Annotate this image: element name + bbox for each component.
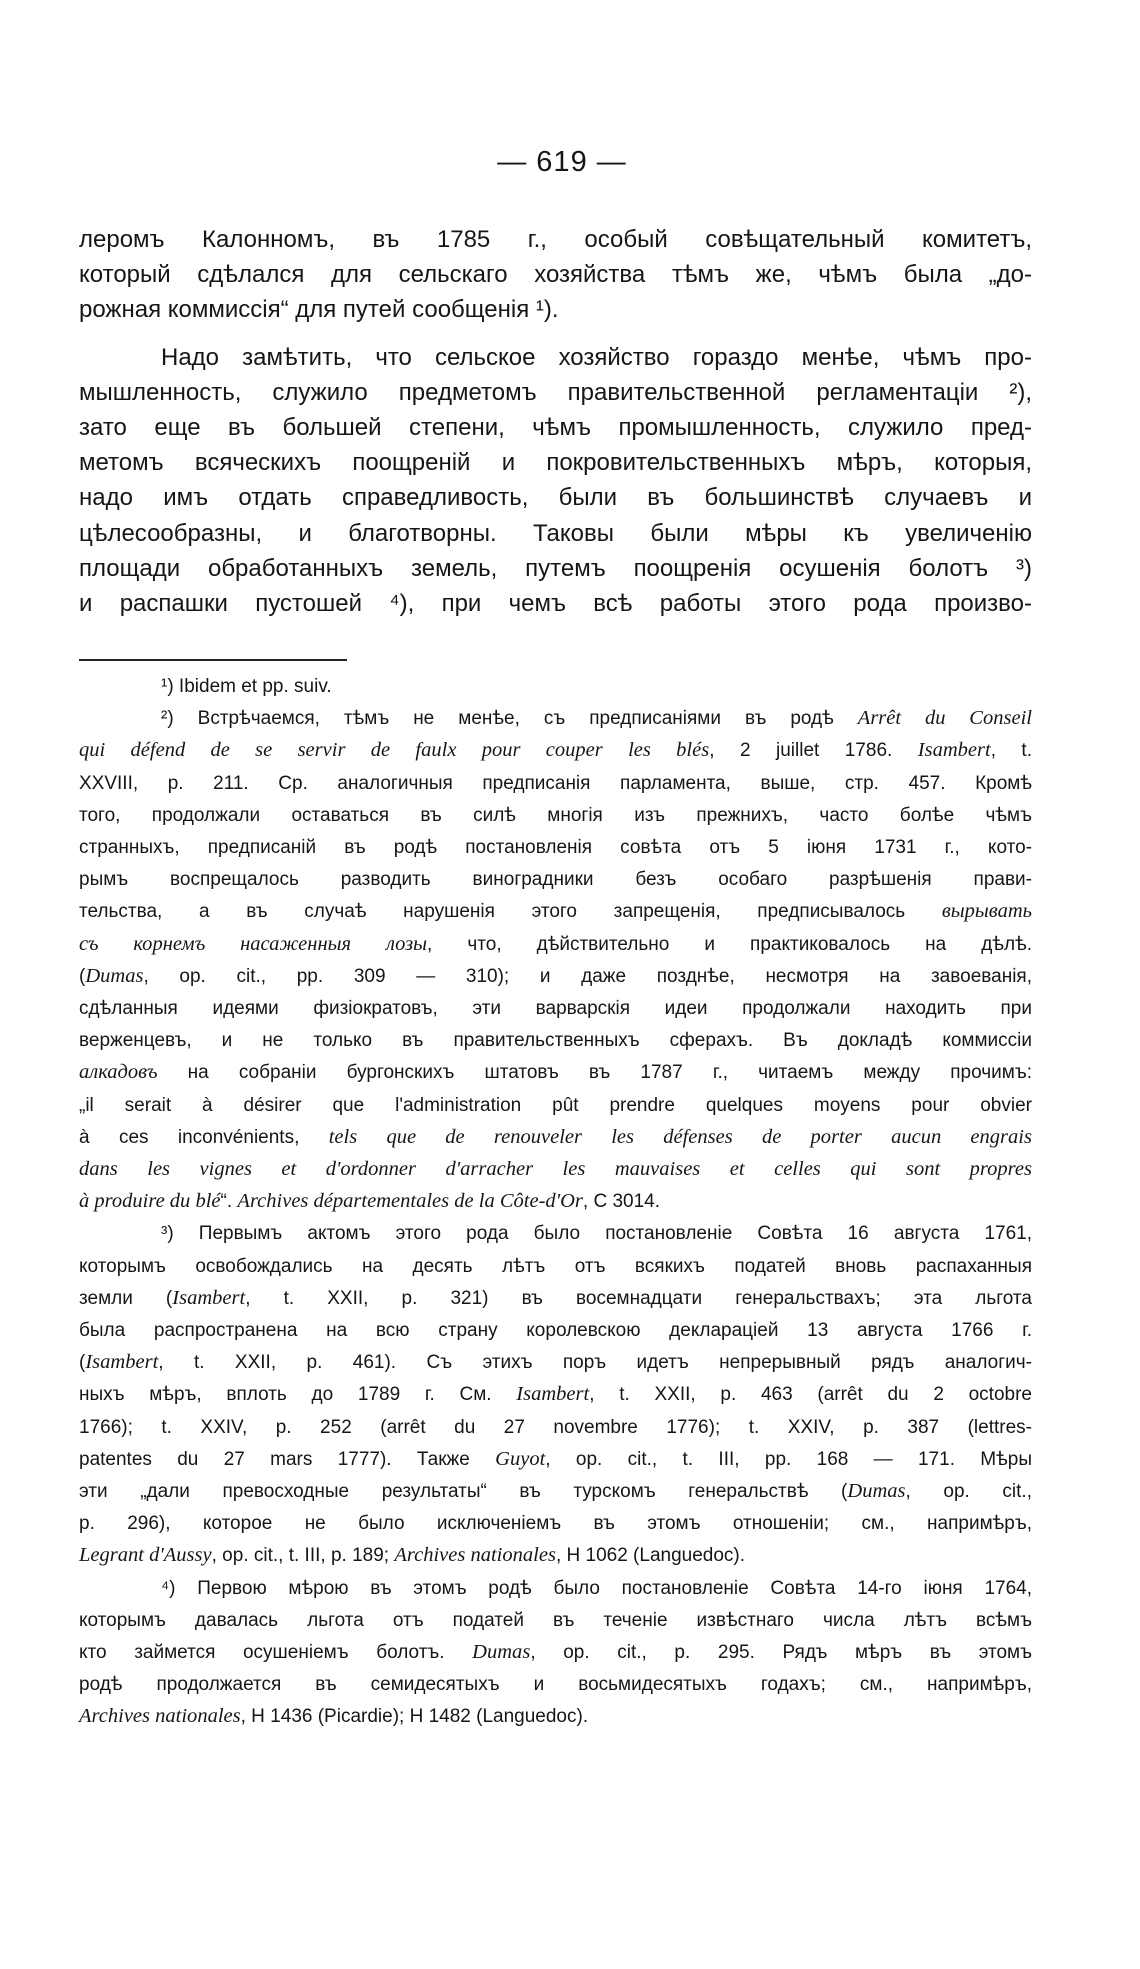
footnote-line [79,864,1032,895]
text-segment: странныхъ, предписаній въ родѣ постановленія совѣта отъ 5 іюня 1731 г., кото- [79,837,1032,858]
footnote-line [79,1637,1032,1668]
text-segment: сдѣланныя идеями физіократовъ, эти варварскія идеи продолжали находить при [79,998,1032,1019]
text-segment: кто займется осушеніемъ болотъ. [79,1642,473,1663]
footnote-line [79,1347,1032,1378]
italic-citation: Arrêt du Conseil [857,707,1032,730]
footnote-line [79,671,1032,702]
text-segment: , H 1436 (Picardie); H 1482 (Languedoc). [240,1706,589,1728]
footnote-line [79,1057,1032,1088]
body-line [79,292,1032,327]
body-line [79,410,1032,445]
footnote-line [79,993,1032,1024]
text-segment: , op. cit., t. III, pp. 168 — 171. Мѣры [545,1448,1032,1470]
body-line [79,257,1032,292]
italic-citation: à produire du blé [79,1190,221,1213]
footnote-line [79,832,1032,863]
footnote-divider [79,659,347,661]
text-segment: 1766); t. XXIV, p. 252 (arrêt du 27 novembre 1776); t. XXIV, p. 387 (lettres- [79,1416,1032,1438]
body-line [79,340,1032,375]
footnote-line [79,735,1032,766]
footnote-line [79,1218,1032,1249]
footnote-line [79,703,1032,734]
body-line [79,480,1032,515]
text-segment: была распространена на всю страну королевскою деклараціей 13 августа 1766 г. [79,1320,1032,1341]
footnote-line [79,1508,1032,1539]
text-segment: , op. cit., t. III, p. 189; [211,1545,395,1567]
text-segment: , что, дѣйствительно и практиковалось на дѣлѣ. [427,933,1032,955]
footnote-line [79,961,1032,992]
footnote-line [79,1090,1032,1121]
italic-citation: Legrant d'Aussy [79,1544,212,1567]
footnote-line [79,1283,1032,1314]
footnote-line [79,1476,1032,1507]
text-segment: , op. cit., [905,1481,1032,1502]
footnote-line [79,1412,1032,1443]
footnote-line [79,1186,1032,1217]
text-segment: ( [79,1352,86,1374]
text-segment: родѣ продолжается въ семидесятыхъ и восьмидесятыхъ годахъ; см., напримѣръ, [79,1674,1032,1696]
text-segment: и распашки пустошей ⁴), при чемъ всѣ работы этого рода произво- [79,590,1032,617]
text-segment: верженцевъ, и не только въ правительственныхъ сферахъ. Въ докладѣ коммиссіи [79,1030,1032,1052]
italic-citation: dans les vignes et d'ordonner d'arracher les mauvaises et celles qui sont propres [79,1158,1032,1180]
footnote-line [79,1540,1032,1571]
footnote-line [79,1251,1032,1282]
body-line [79,551,1032,586]
body-line [79,516,1032,551]
footnote-line [79,1025,1032,1056]
text-segment: ( [79,965,86,987]
italic-citation: tels que de renouveler les défenses de porter aucun engrais [328,1125,1032,1148]
text-segment: XXVIII, p. 211. Ср. аналогичныя предписанія парламента, выше, стр. 457. Кромѣ [79,772,1032,794]
text-segment: , 2 juillet 1786. [709,740,918,762]
text-segment: , H 1062 (Languedoc). [555,1545,746,1567]
footnote-line [79,1444,1032,1475]
text-segment: который сдѣлался для сельскаго хозяйства тѣмъ же, чѣмъ была „до- [79,261,1032,289]
text-segment: , t. XXII, p. 461). Съ этихъ поръ идетъ непрерывный рядъ аналогич- [158,1352,1032,1374]
italic-citation: Guyot [495,1447,546,1470]
italic-citation: Isambert [917,739,991,762]
text-segment: рожная коммиссія“ для путей сообщенія ¹). [79,296,559,324]
footnotes [79,671,1032,1771]
text-segment: того, продолжали оставаться въ силѣ многія изъ прежнихъ, часто болѣе чѣмъ [79,804,1032,826]
italic-citation: алкадовъ [79,1061,158,1084]
body-line [79,445,1032,480]
footnote-line [79,1701,1032,1732]
text-segment: à ces inconvénients, [79,1126,329,1148]
italic-citation: Isambert [516,1383,590,1406]
text-segment: p. 296), которое не было исключеніемъ въ этомъ отношеніи; см., напримѣръ, [79,1513,1032,1535]
text-segment: , op. cit., p. 295. Рядъ мѣръ въ этомъ [530,1642,1032,1663]
footnote-line [79,768,1032,799]
text-segment: тельства, а въ случаѣ нарушенія этого запрещенія, предписывалось [79,901,942,923]
text-segment: леромъ Калонномъ, въ 1785 г., особый совѣщательный комитетъ, [79,226,1032,253]
text-segment: мышленность, служило предметомъ правительственной регламентаціи ²), [79,378,1032,406]
text-segment: цѣлесообразны, и благотворны. Таковы были мѣры къ увеличенію [79,519,1032,547]
text-segment: , t. [990,740,1032,762]
italic-citation: Dumas [472,1641,531,1663]
text-segment: которымъ освобождались на десять лѣтъ отъ всякихъ податей вновь распаханныя [79,1255,1032,1277]
text-segment: , t. XXII, p. 463 (arrêt du 2 octobre [589,1384,1032,1406]
italic-citation: qui défend de se servir de faulx pour couper les blés [79,739,710,762]
italic-citation: вырывать [941,900,1032,923]
text-segment: метомъ всяческихъ поощреній и покровительственныхъ мѣръ, которыя, [79,449,1032,477]
italic-citation: Dumas [85,964,144,987]
text-segment: зато еще въ большей степени, чѣмъ промышленность, служило пред- [79,414,1032,441]
italic-citation: Archives nationales [79,1705,241,1728]
page-number: — 619 — [497,146,627,178]
footnote-line [79,1605,1032,1636]
text-segment: patentes du 27 mars 1777). Также [79,1448,496,1470]
text-segment: , C 3014. [582,1191,660,1213]
text-segment: площади обработанныхъ земель, путемъ поощренія осушенія болотъ ³) [79,554,1032,582]
italic-citation: Isambert [85,1351,159,1374]
body-line [79,586,1032,621]
text-segment: земли ( [79,1287,173,1309]
text-segment: надо имъ отдать справедливость, были въ большинствѣ случаевъ и [79,484,1032,512]
text-segment: ¹) Ibidem et pp. suiv. [161,676,332,697]
italic-citation: Isambert [172,1286,246,1309]
italic-citation: Archives départementales de la Côte-d'Or [237,1190,583,1213]
text-segment: рымъ воспрещалось разводить виноградники безъ особаго разрѣшенія прави- [79,869,1032,891]
text-segment: на собраніи бургонскихъ штатовъ въ 1787 г., читаемъ между прочимъ: [157,1062,1032,1084]
italic-citation: съ корнемъ насаженныя лозы [79,932,428,955]
text-segment: ныхъ мѣръ, вплоть до 1789 г. См. [79,1384,517,1406]
italic-citation: Archives nationales [394,1544,556,1567]
footnote-line [79,1122,1032,1153]
text-segment: ²) Встрѣчаемся, тѣмъ не менѣе, съ предписаніями въ родѣ [161,708,858,730]
body-line [79,222,1032,257]
footnote-line [79,1573,1032,1604]
text-segment: , t. XXII, p. 321) въ восемнадцати генеральствахъ; эта льгота [245,1287,1032,1309]
footnote-line [79,1315,1032,1346]
text-segment: ³) Первымъ актомъ этого рода было постановленіе Совѣта 16 августа 1761, [161,1223,1032,1245]
italic-citation: Dumas [847,1480,906,1502]
footnote-line [79,1669,1032,1700]
text-segment: ⁴) Первою мѣрою въ этомъ родѣ было постановленіе Совѣта 14-го іюня 1764, [161,1577,1032,1599]
footnote-line [79,1379,1032,1410]
text-segment: „il serait à désirer que l'administration pût prendre quelques moyens pour obvier [79,1094,1032,1116]
footnote-line [79,1154,1032,1185]
main-text [79,222,1032,622]
text-segment: “. [220,1191,238,1213]
text-segment: которымъ давалась льгота отъ податей въ теченіе извѣстнаго числа лѣтъ всѣмъ [79,1609,1032,1631]
footnote-line [79,929,1032,960]
body-line [79,375,1032,410]
text-segment: Надо замѣтить, что сельское хозяйство гораздо менѣе, чѣмъ про- [161,343,1032,371]
footnote-line [79,800,1032,831]
text-segment: эти „дали превосходные результаты“ въ турскомъ генеральствѣ ( [79,1481,848,1502]
text-segment: , op. cit., pp. 309 — 310); и даже позднѣе, несмотря на завоеванія, [143,965,1032,987]
footnote-line [79,896,1032,927]
